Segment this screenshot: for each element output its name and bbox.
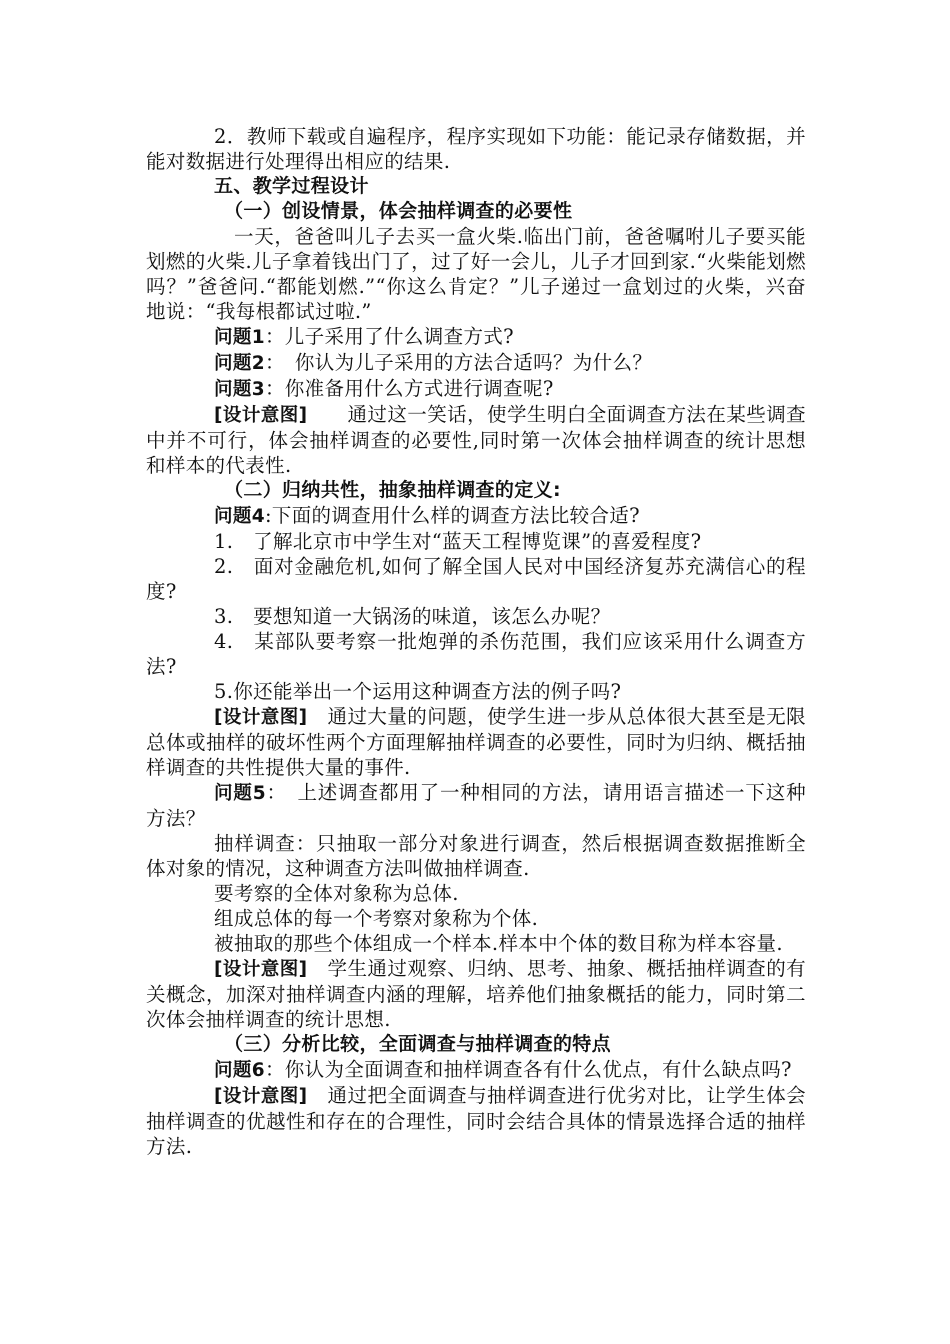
design-intent-1-text: 通过这一笑话，使学生明白全面调查方法在某些调查中并不可行，体会抽样调查的必要性,同时第一次体会抽样调查的统计思想和样本的代表性.: [146, 403, 806, 477]
question-6: [146, 1057, 806, 1083]
question-2-text: ： 你认为儿子采用的方法合适吗？为什么？: [264, 351, 653, 374]
question-6-text: ：你认为全面调查和抽样调查各有什么优点，有什么缺点吗?: [264, 1058, 792, 1081]
question-2: [146, 350, 806, 376]
question-5-label: 问题5: [214, 783, 266, 804]
design-intent-label: [设计意图]: [214, 959, 308, 980]
definition-sampling: 抽样调查：只抽取一部分对象进行调查，然后根据调查数据推断全体对象的情况，这种调查方法叫做抽样调查.: [146, 832, 806, 880]
definition-individual: 组成总体的每一个考察对象称为个体.: [214, 907, 539, 930]
design-intent-label: [设计意图]: [214, 707, 308, 728]
definition-sample: 被抽取的那些个体组成一个样本.样本中个体的数目称为样本容量.: [214, 932, 783, 955]
design-intent-label: [设计意图]: [214, 1086, 308, 1107]
list-item: 3. 要想知道一大锅汤的味道，该怎么办呢？: [214, 605, 611, 628]
section-five-heading: 五、教学过程设计: [214, 175, 369, 197]
subsection-three-heading: （三）分析比较，全面调查与抽样调查的特点: [224, 1033, 612, 1055]
intro-paragraph: 2．教师下载或自遍程序，程序实现如下功能：能记录存储数据，并能对数据进行处理得出相应的结果.: [146, 125, 806, 173]
question-1-label: 问题1: [214, 327, 265, 348]
design-intent-4: [146, 1083, 806, 1159]
definition-population: 要考察的全体对象称为总体.: [214, 882, 459, 905]
question-3-label: 问题3: [214, 379, 265, 400]
question-1-text: ：儿子采用了什么调查方式?: [264, 325, 514, 348]
question-6-label: 问题6: [214, 1060, 265, 1081]
list-item: 2. 面对金融危机,如何了解全国人民对中国经济复苏充满信心的程度?: [146, 555, 806, 603]
question-1: [146, 324, 806, 350]
design-intent-3-text: 学生通过观察、归纳、思考、抽象、概括抽样调查的有关概念，加深对抽样调查内涵的理解，培养他们抽象概括的能力，同时第二次体会抽样调查的统计思想.: [146, 957, 806, 1031]
question-4-text: :下面的调查用什么样的调查方法比较合适?: [264, 504, 640, 527]
design-intent-4-text: 通过把全面调查与抽样调查进行优劣对比，让学生体会抽样调查的优越性和存在的合理性，同时会结合具体的情景选择合适的抽样方法.: [146, 1084, 806, 1158]
subsection-one-heading: （一）创设情景，体会抽样调查的必要性: [224, 200, 573, 222]
list-item: 5.你还能举出一个运用这种调查方法的例子吗?: [214, 680, 622, 703]
question-2-label: 问题2: [214, 353, 265, 374]
question-4: [146, 503, 806, 529]
story-paragraph: 一天，爸爸叫儿子去买一盒火柴.临出门前，爸爸嘱咐儿子要买能划燃的火柴.儿子拿着钱出门了，过了好一会儿，儿子才回到家.“火柴能划燃吗？”爸爸问.“都能划燃.”“你这么肯定？”儿子递过一盒划过的火柴，兴奋地说：“我每根都试过啦.”: [146, 225, 806, 323]
question-3-text: ：你准备用什么方式进行调查呢?: [264, 377, 554, 400]
list-item: 1. 了解北京市中学生对“蓝天工程博览课”的喜爱程度?: [214, 530, 702, 553]
design-intent-1: [146, 402, 806, 478]
design-intent-label: [设计意图]: [214, 405, 308, 426]
design-intent-2: [146, 704, 806, 780]
subsection-two-heading: （二）归纳共性，抽象抽样调查的定义:: [224, 479, 561, 501]
question-5: [146, 780, 806, 831]
question-3: [146, 376, 806, 402]
question-4-label: 问题4: [214, 506, 265, 527]
list-item: 4. 某部队要考察一批炮弹的杀伤范围，我们应该采用什么调查方法?: [146, 630, 806, 678]
question-5-text: ： 上述调查都用了一种相同的方法，请用语言描述一下这种方法？: [146, 781, 806, 830]
design-intent-2-text: 通过大量的问题，使学生进一步从总体很大甚至是无限总体或抽样的破坏性两个方面理解抽样调查的必要性，同时为归纳、概括抽样调查的共性提供大量的事件.: [146, 705, 806, 779]
document-page: [146, 124, 806, 1159]
design-intent-3: [146, 956, 806, 1032]
